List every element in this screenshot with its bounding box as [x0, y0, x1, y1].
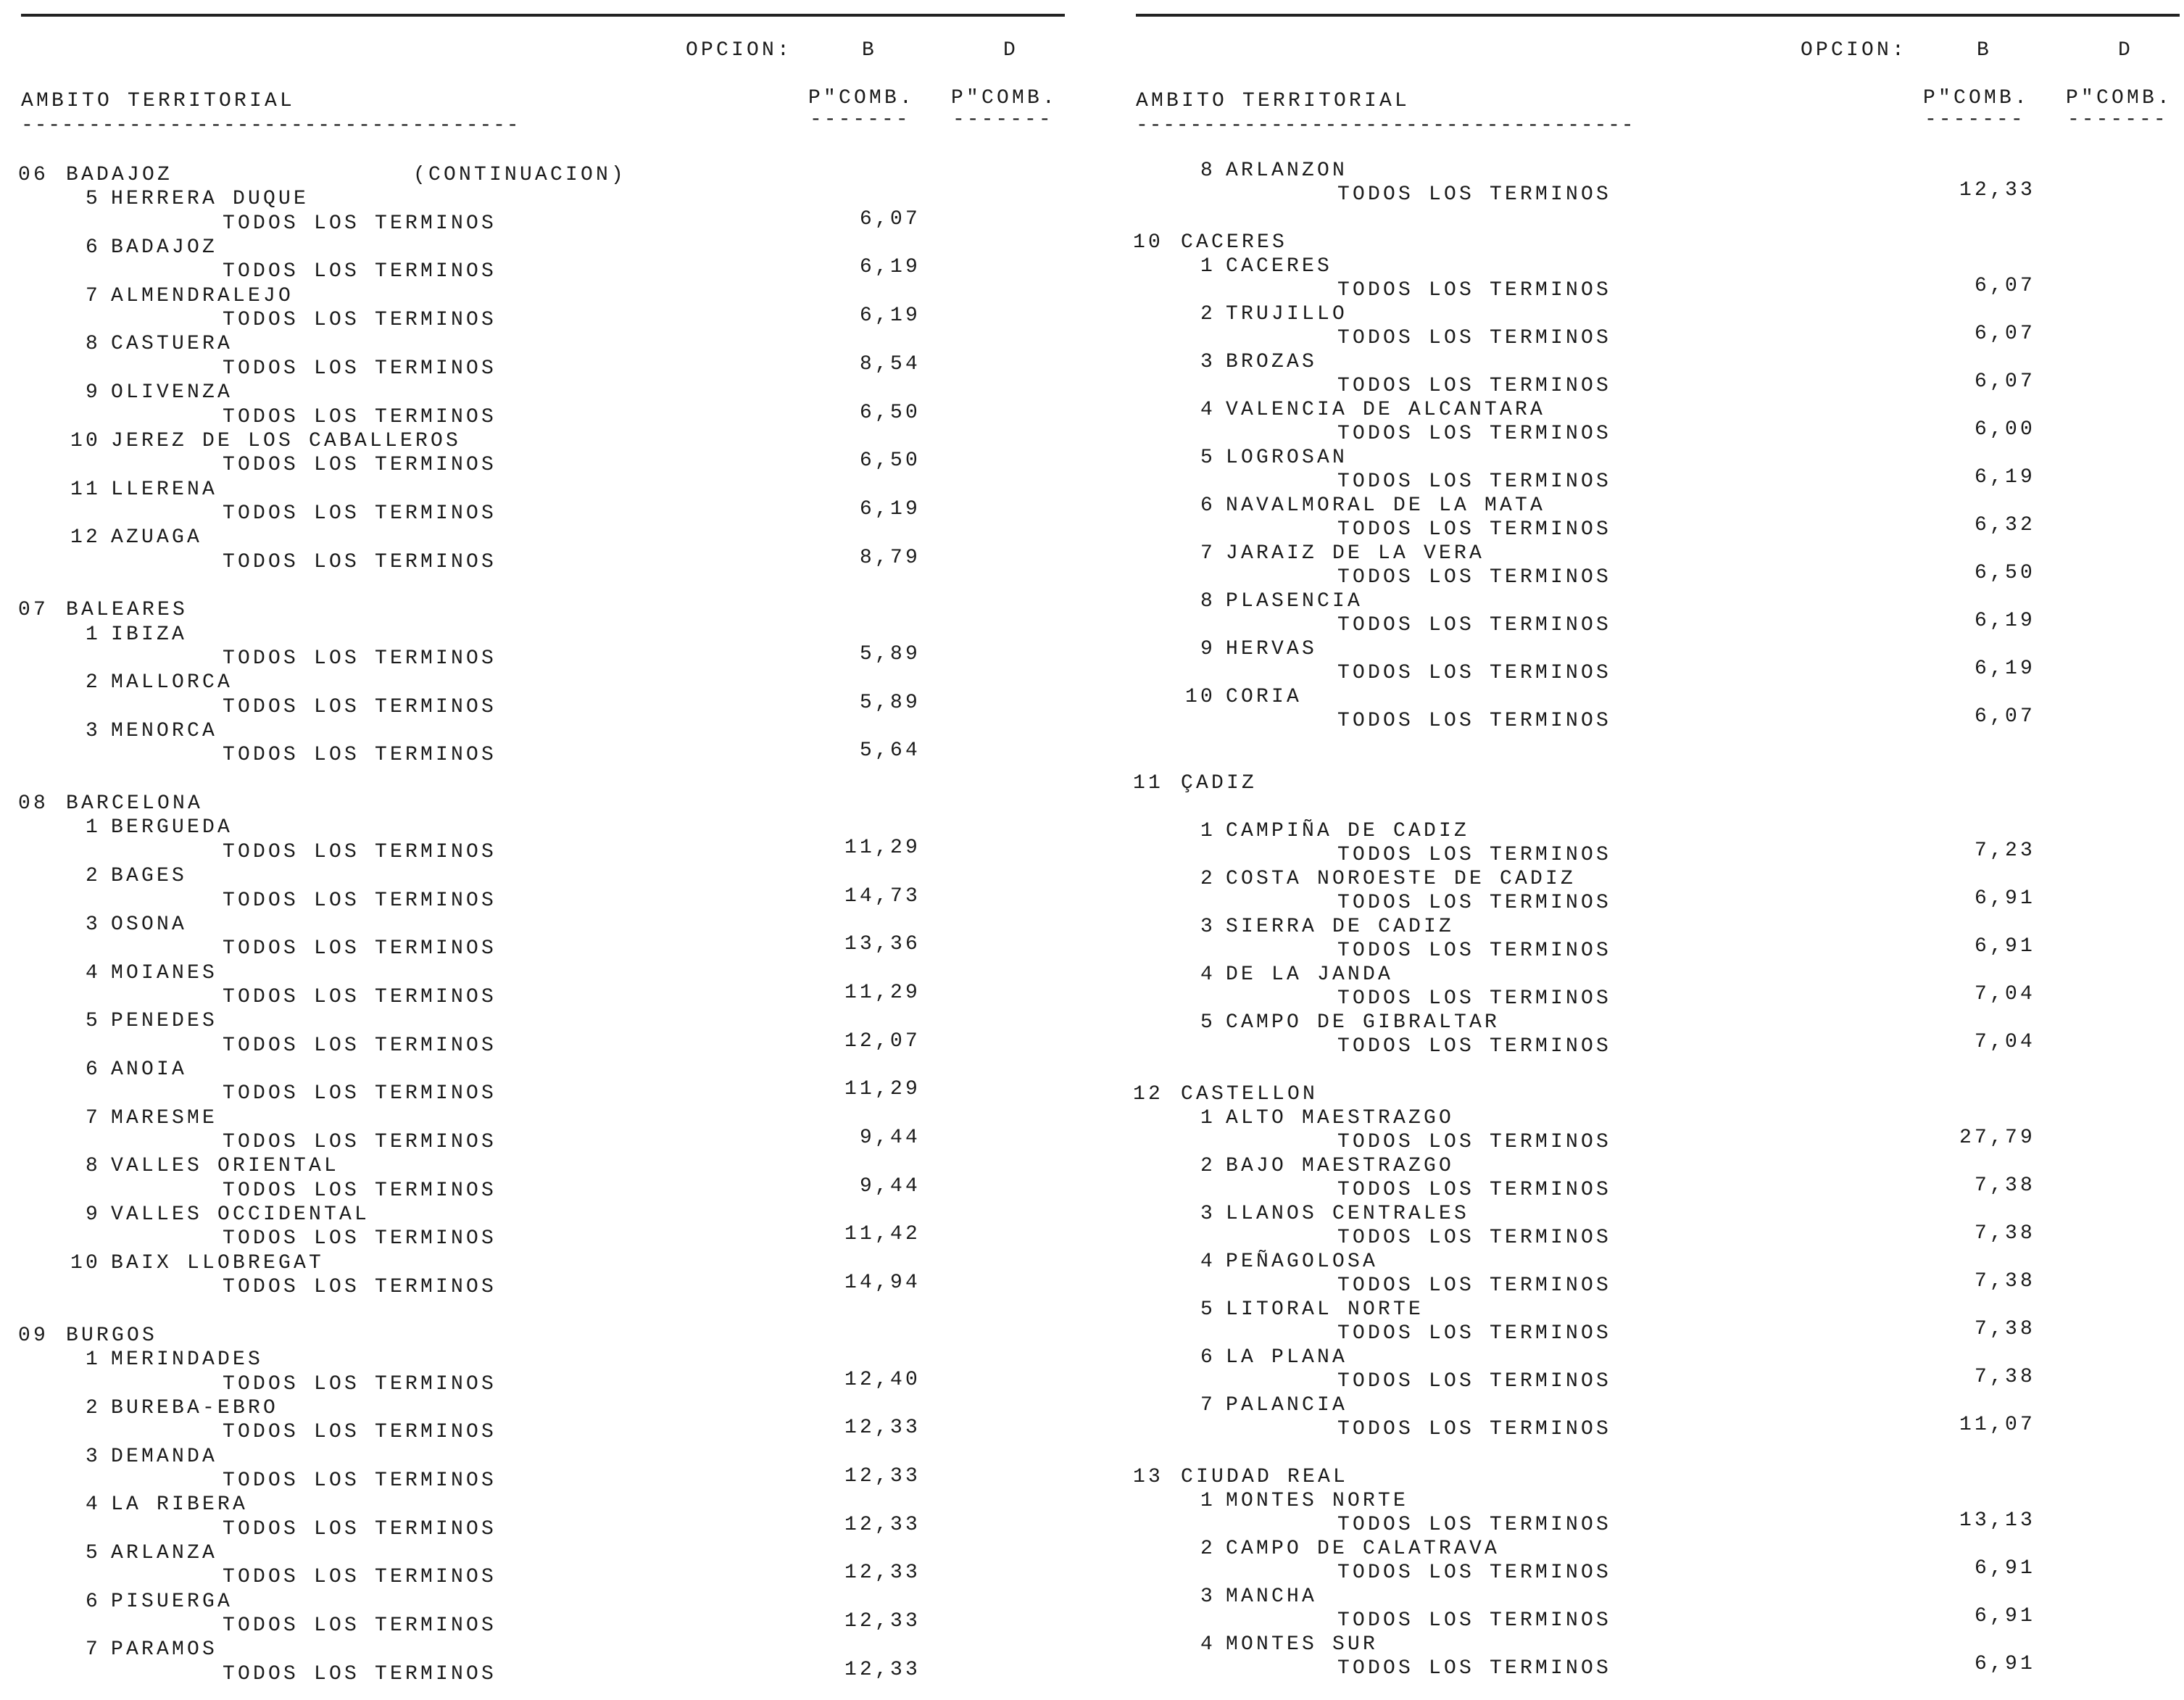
province-code: 07 — [18, 599, 49, 622]
value-option-b: 6,50 — [859, 449, 921, 473]
district-scope: TODOS LOS TERMINOS — [1337, 987, 1612, 1010]
district-number: 7 — [1200, 1393, 1216, 1417]
district-number: 2 — [1200, 867, 1216, 890]
district-number: 8 — [1200, 159, 1216, 182]
district-name: SIERRA DE CADIZ — [1226, 915, 1455, 938]
option-b: B — [1977, 39, 1993, 62]
province-name: CIUDAD REAL — [1181, 1465, 1349, 1488]
value-option-b: 6,19 — [859, 304, 921, 328]
district-scope: TODOS LOS TERMINOS — [1337, 614, 1612, 637]
district-name: LA RIBERA — [111, 1493, 249, 1517]
col-d-underline: ------- — [952, 109, 1053, 131]
value-option-b: 12,33 — [1959, 179, 2035, 202]
district-name: ALTO MAESTRAZGO — [1226, 1106, 1455, 1129]
district-number: 5 — [85, 1541, 101, 1564]
value-option-b: 6,32 — [1974, 514, 2035, 536]
province-name: BADAJOZ — [66, 164, 173, 186]
district-scope: TODOS LOS TERMINOS — [1337, 1609, 1612, 1632]
district-number: 4 — [85, 1493, 101, 1517]
district-name: LOGROSAN — [1226, 447, 1348, 469]
district-scope: TODOS LOS TERMINOS — [223, 1662, 497, 1686]
district-number: 6 — [85, 1590, 101, 1613]
value-option-b: 6,19 — [1974, 466, 2035, 489]
district-name: OLIVENZA — [111, 381, 233, 405]
col-b-header: P"COMB. — [808, 87, 915, 109]
value-option-b: 6,07 — [1974, 275, 2035, 297]
district-scope: TODOS LOS TERMINOS — [223, 1034, 497, 1057]
district-number: 6 — [85, 1058, 101, 1081]
ambito-heading: AMBITO TERRITORIAL — [1136, 90, 1411, 112]
value-option-b: 7,38 — [1974, 1269, 2035, 1293]
value-option-b: 14,94 — [844, 1272, 921, 1295]
district-name: BAGES — [111, 865, 188, 888]
top-rule — [21, 14, 1065, 17]
col-b-underline: ------- — [810, 109, 910, 131]
district-number: 2 — [1200, 1154, 1216, 1177]
district-number: 7 — [85, 1638, 101, 1662]
district-name: IBIZA — [111, 623, 188, 646]
province-code: 08 — [18, 792, 49, 816]
district-number: 8 — [1200, 590, 1216, 613]
value-option-b: 6,07 — [1974, 323, 2035, 345]
district-name: NAVALMORAL DE LA MATA — [1226, 494, 1546, 517]
district-number: 9 — [1200, 638, 1216, 660]
district-scope: TODOS LOS TERMINOS — [223, 937, 497, 961]
district-name: MOIANES — [111, 961, 218, 984]
option-label: OPCION: — [1801, 39, 1908, 62]
value-option-b: 6,91 — [1974, 1652, 2035, 1675]
district-scope: TODOS LOS TERMINOS — [223, 744, 497, 767]
value-option-b: 5,89 — [859, 643, 921, 666]
district-scope: TODOS LOS TERMINOS — [223, 1421, 497, 1444]
value-option-b: 7,23 — [1974, 839, 2035, 862]
district-name: BAJO MAESTRAZGO — [1226, 1154, 1455, 1177]
district-scope: TODOS LOS TERMINOS — [223, 1469, 497, 1492]
value-option-b: 6,91 — [1974, 887, 2035, 910]
district-scope: TODOS LOS TERMINOS — [1337, 566, 1612, 589]
value-option-b: 7,38 — [1974, 1222, 2035, 1245]
district-number: 7 — [85, 1106, 101, 1129]
district-number: 9 — [85, 381, 101, 405]
district-number: 4 — [1200, 1633, 1216, 1656]
district-number: 2 — [85, 865, 101, 888]
district-name: MERINDADES — [111, 1348, 264, 1372]
value-option-b: 14,73 — [844, 884, 921, 908]
district-name: AZUAGA — [111, 526, 203, 550]
district-scope: TODOS LOS TERMINOS — [223, 405, 497, 428]
district-number: 10 — [70, 429, 101, 452]
district-scope: TODOS LOS TERMINOS — [1337, 1417, 1612, 1440]
district-name: OSONA — [111, 913, 188, 936]
province-name: BALEARES — [66, 599, 188, 622]
district-scope: TODOS LOS TERMINOS — [223, 260, 497, 283]
value-option-b: 7,38 — [1974, 1365, 2035, 1388]
ambito-underline: ------------------------------------- — [1136, 115, 1635, 137]
value-option-b: 11,29 — [844, 981, 921, 1004]
value-option-b: 8,79 — [859, 546, 921, 569]
district-scope: TODOS LOS TERMINOS — [223, 1517, 497, 1541]
district-number: 8 — [85, 1155, 101, 1178]
district-number: 5 — [85, 1010, 101, 1033]
district-scope: TODOS LOS TERMINOS — [1337, 1657, 1612, 1680]
district-number: 5 — [1200, 1011, 1216, 1034]
value-option-b: 6,07 — [1974, 370, 2035, 393]
district-scope: TODOS LOS TERMINOS — [1337, 1369, 1612, 1393]
value-option-b: 6,00 — [1974, 418, 2035, 441]
district-number: 3 — [1200, 1202, 1216, 1225]
district-name: MENORCA — [111, 720, 218, 743]
value-option-b: 7,38 — [1974, 1174, 2035, 1197]
district-scope: TODOS LOS TERMINOS — [1337, 843, 1612, 866]
district-scope: TODOS LOS TERMINOS — [1337, 423, 1612, 445]
district-name: JEREZ DE LOS CABALLEROS — [111, 429, 462, 452]
district-name: DEMANDA — [111, 1445, 218, 1468]
district-number: 11 — [70, 478, 101, 501]
district-number: 6 — [85, 236, 101, 260]
district-number: 3 — [1200, 915, 1216, 938]
district-scope: TODOS LOS TERMINOS — [223, 1131, 497, 1153]
value-option-b: 12,33 — [844, 1464, 921, 1488]
district-scope: TODOS LOS TERMINOS — [223, 1372, 497, 1396]
district-scope: TODOS LOS TERMINOS — [1337, 375, 1612, 397]
district-name: HERRERA DUQUE — [111, 188, 310, 211]
district-name: ARLANZA — [111, 1541, 218, 1564]
district-scope: TODOS LOS TERMINOS — [223, 1179, 497, 1202]
value-option-b: 6,91 — [1974, 1604, 2035, 1628]
value-option-b: 12,33 — [844, 1513, 921, 1536]
district-name: MARESME — [111, 1106, 218, 1129]
district-name: BADAJOZ — [111, 236, 218, 260]
district-scope: TODOS LOS TERMINOS — [223, 1082, 497, 1106]
province-code: 13 — [1133, 1465, 1164, 1488]
ambito-underline: ------------------------------------- — [21, 115, 520, 137]
district-name: MANCHA — [1226, 1585, 1318, 1608]
district-scope: TODOS LOS TERMINOS — [1337, 279, 1612, 302]
district-scope: TODOS LOS TERMINOS — [1337, 470, 1612, 493]
district-number: 6 — [1200, 494, 1216, 517]
district-scope: TODOS LOS TERMINOS — [1337, 1561, 1612, 1584]
option-b: B — [862, 39, 878, 62]
district-name: CACERES — [1226, 255, 1333, 278]
district-name: CAMPIÑA DE CADIZ — [1226, 819, 1470, 842]
province-code: 11 — [1133, 771, 1164, 795]
district-scope: TODOS LOS TERMINOS — [1337, 939, 1612, 962]
district-scope: TODOS LOS TERMINOS — [1337, 1034, 1612, 1058]
district-number: 2 — [1200, 1537, 1216, 1560]
district-scope: TODOS LOS TERMINOS — [223, 1227, 497, 1251]
district-name: CASTUERA — [111, 333, 233, 356]
district-name: VALLES ORIENTAL — [111, 1155, 340, 1178]
district-number: 10 — [70, 1251, 101, 1274]
district-number: 1 — [1200, 819, 1216, 842]
district-name: PALANCIA — [1226, 1393, 1348, 1417]
district-name: PLASENCIA — [1226, 590, 1363, 613]
value-option-b: 12,07 — [844, 1029, 921, 1053]
value-option-b: 12,33 — [844, 1658, 921, 1681]
district-name: CAMPO DE GIBRALTAR — [1226, 1011, 1500, 1034]
value-option-b: 9,44 — [859, 1174, 921, 1198]
district-number: 2 — [85, 1396, 101, 1419]
district-number: 2 — [1200, 303, 1216, 326]
district-number: 5 — [1200, 1298, 1216, 1321]
district-number: 6 — [1200, 1346, 1216, 1369]
district-scope: TODOS LOS TERMINOS — [1337, 183, 1612, 206]
district-scope: TODOS LOS TERMINOS — [223, 840, 497, 863]
value-option-b: 7,04 — [1974, 982, 2035, 1006]
value-option-b: 6,19 — [1974, 610, 2035, 632]
province-name: BARCELONA — [66, 792, 204, 816]
district-name: PARAMOS — [111, 1638, 218, 1662]
district-scope: TODOS LOS TERMINOS — [1337, 1226, 1612, 1249]
district-number: 8 — [85, 333, 101, 356]
district-scope: TODOS LOS TERMINOS — [223, 889, 497, 912]
value-option-b: 6,91 — [1974, 934, 2035, 958]
district-name: LA PLANA — [1226, 1346, 1348, 1369]
value-option-b: 6,50 — [1974, 562, 2035, 584]
district-name: LITORAL NORTE — [1226, 1298, 1424, 1321]
district-name: PENEDES — [111, 1010, 218, 1033]
col-d-underline: ------- — [2067, 109, 2168, 131]
col-d-header: P"COMB. — [951, 87, 1058, 109]
district-name: JARAIZ DE LA VERA — [1226, 542, 1485, 565]
district-scope: TODOS LOS TERMINOS — [223, 357, 497, 380]
district-number: 12 — [70, 526, 101, 550]
district-number: 3 — [1200, 351, 1216, 373]
value-option-b: 12,33 — [844, 1562, 921, 1585]
value-option-b: 13,13 — [1959, 1509, 2035, 1532]
district-number: 5 — [1200, 447, 1216, 469]
district-scope: TODOS LOS TERMINOS — [1337, 1130, 1612, 1153]
value-option-b: 6,07 — [859, 207, 921, 231]
district-scope: TODOS LOS TERMINOS — [223, 212, 497, 235]
district-number: 7 — [85, 284, 101, 307]
district-name: ALMENDRALEJO — [111, 284, 294, 307]
district-name: HERVAS — [1226, 638, 1318, 660]
district-name: TRUJILLO — [1226, 303, 1348, 326]
value-option-b: 11,29 — [844, 1078, 921, 1101]
district-number: 1 — [1200, 255, 1216, 278]
col-b-underline: ------- — [1925, 109, 2025, 131]
option-d: D — [2118, 39, 2134, 62]
district-number: 4 — [1200, 399, 1216, 421]
district-number: 3 — [85, 1445, 101, 1468]
district-number: 7 — [1200, 542, 1216, 565]
district-scope: TODOS LOS TERMINOS — [1337, 1274, 1612, 1297]
value-option-b: 12,40 — [844, 1368, 921, 1391]
district-scope: TODOS LOS TERMINOS — [1337, 1322, 1612, 1345]
district-name: BERGUEDA — [111, 816, 233, 839]
district-scope: TODOS LOS TERMINOS — [223, 550, 497, 573]
value-option-b: 11,07 — [1959, 1413, 2035, 1436]
district-name: CAMPO DE CALATRAVA — [1226, 1537, 1500, 1560]
district-name: LLERENA — [111, 478, 218, 501]
district-name: CORIA — [1226, 686, 1303, 708]
ambito-heading: AMBITO TERRITORIAL — [21, 90, 296, 112]
district-number: 1 — [85, 816, 101, 839]
district-name: LLANOS CENTRALES — [1226, 1202, 1470, 1225]
district-scope: TODOS LOS TERMINOS — [1337, 327, 1612, 349]
value-option-b: 5,64 — [859, 739, 921, 763]
district-number: 4 — [1200, 1250, 1216, 1273]
province-name: BURGOS — [66, 1324, 158, 1347]
district-number: 9 — [85, 1203, 101, 1227]
district-name: PISUERGA — [111, 1590, 233, 1613]
option-d: D — [1003, 39, 1019, 62]
district-scope: TODOS LOS TERMINOS — [223, 985, 497, 1008]
district-number: 10 — [1184, 686, 1216, 708]
district-number: 3 — [1200, 1585, 1216, 1608]
district-scope: TODOS LOS TERMINOS — [1337, 1513, 1612, 1536]
value-option-b: 5,89 — [859, 691, 921, 714]
province-code: 09 — [18, 1324, 49, 1347]
value-option-b: 6,07 — [1974, 705, 2035, 728]
district-scope: TODOS LOS TERMINOS — [223, 1276, 497, 1299]
value-option-b: 11,42 — [844, 1223, 921, 1246]
value-option-b: 7,38 — [1974, 1317, 2035, 1340]
value-option-b: 6,19 — [859, 256, 921, 279]
province-name: ÇADIZ — [1181, 771, 1258, 795]
district-name: PEÑAGOLOSA — [1226, 1250, 1379, 1273]
left-column — [18, 0, 1069, 1700]
col-d-header: P"COMB. — [2066, 87, 2173, 109]
district-name: DE LA JANDA — [1226, 963, 1394, 986]
district-name: ANOIA — [111, 1058, 188, 1081]
value-option-b: 12,33 — [844, 1417, 921, 1440]
district-name: MALLORCA — [111, 671, 233, 694]
district-scope: TODOS LOS TERMINOS — [223, 1614, 497, 1637]
value-option-b: 12,33 — [844, 1610, 921, 1633]
value-option-b: 8,54 — [859, 352, 921, 376]
district-number: 2 — [85, 671, 101, 694]
right-column — [1133, 0, 2184, 1700]
district-number: 5 — [85, 188, 101, 211]
district-number: 1 — [1200, 1489, 1216, 1512]
value-option-b: 11,29 — [844, 836, 921, 859]
district-name: VALLES OCCIDENTAL — [111, 1203, 370, 1227]
top-rule — [1136, 14, 2180, 17]
value-option-b: 27,79 — [1959, 1126, 2035, 1149]
value-option-b: 9,44 — [859, 1127, 921, 1149]
district-scope: TODOS LOS TERMINOS — [223, 1566, 497, 1589]
value-option-b: 6,50 — [859, 401, 921, 424]
district-scope: TODOS LOS TERMINOS — [1337, 710, 1612, 732]
district-scope: TODOS LOS TERMINOS — [223, 502, 497, 525]
value-option-b: 6,91 — [1974, 1556, 2035, 1580]
value-option-b: 7,04 — [1974, 1030, 2035, 1053]
option-label: OPCION: — [686, 39, 793, 62]
district-number: 3 — [85, 720, 101, 743]
province-code: 06 — [18, 164, 49, 186]
district-number: 1 — [1200, 1106, 1216, 1129]
district-scope: TODOS LOS TERMINOS — [1337, 1178, 1612, 1201]
district-number: 1 — [85, 623, 101, 646]
district-scope: TODOS LOS TERMINOS — [1337, 891, 1612, 914]
col-b-header: P"COMB. — [1923, 87, 2030, 109]
district-scope: TODOS LOS TERMINOS — [223, 695, 497, 718]
continuation-note: (CONTINUACION) — [413, 164, 627, 186]
value-option-b: 6,19 — [1974, 658, 2035, 680]
district-scope: TODOS LOS TERMINOS — [1337, 518, 1612, 541]
value-option-b: 6,19 — [859, 497, 921, 521]
district-name: ARLANZON — [1226, 159, 1348, 182]
province-name: CASTELLON — [1181, 1082, 1319, 1106]
province-name: CACERES — [1181, 231, 1288, 254]
district-name: BUREBA-EBRO — [111, 1396, 279, 1419]
district-number: 3 — [85, 913, 101, 936]
district-scope: TODOS LOS TERMINOS — [223, 647, 497, 670]
district-name: MONTES SUR — [1226, 1633, 1379, 1656]
district-number: 1 — [85, 1348, 101, 1372]
district-scope: TODOS LOS TERMINOS — [223, 454, 497, 477]
district-scope: TODOS LOS TERMINOS — [223, 309, 497, 332]
district-name: BAIX LLOBREGAT — [111, 1251, 325, 1274]
district-scope: TODOS LOS TERMINOS — [1337, 662, 1612, 684]
district-name: COSTA NOROESTE DE CADIZ — [1226, 867, 1577, 890]
province-code: 10 — [1133, 231, 1164, 254]
value-option-b: 13,36 — [844, 933, 921, 956]
province-code: 12 — [1133, 1082, 1164, 1106]
district-number: 4 — [1200, 963, 1216, 986]
district-number: 4 — [85, 961, 101, 984]
district-name: BROZAS — [1226, 351, 1318, 373]
district-name: MONTES NORTE — [1226, 1489, 1409, 1512]
district-name: VALENCIA DE ALCANTARA — [1226, 399, 1546, 421]
